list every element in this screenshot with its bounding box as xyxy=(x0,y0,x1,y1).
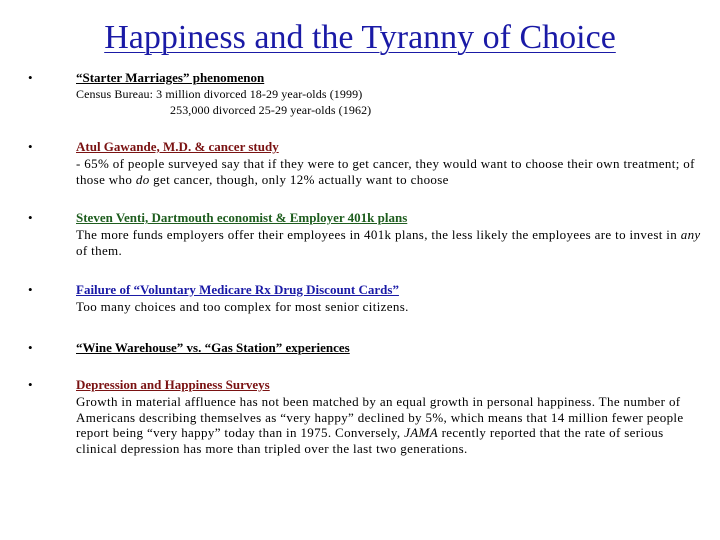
bullet-text: - 65% of people surveyed say that if they were to get cancer, they would want to choose their own treatment; of those who do get cancer, though, only 12% actually want to choose xyxy=(76,156,695,187)
bullet-heading: “Starter Marriages” phenomenon xyxy=(76,70,265,85)
bullet-text: The more funds employers offer their employees in 401k plans, the less likely the employees are to invest in any of them. xyxy=(76,227,701,258)
bullet-icon: • xyxy=(28,377,33,392)
bullet-heading: Failure of “Voluntary Medicare Rx Drug Discount Cards” xyxy=(76,282,399,297)
bullet-text: Growth in material affluence has not been matched by an equal growth in personal happiness. The number of Americans describing themselves as “very happy” declined by 5%, which means that 14 million fewer people report being “very happy” today than in 1975. Conversely, JAMA recently reported that the rate of serious clinical depression has more than tripled over the last two generations. xyxy=(76,394,684,456)
slide-title: Happiness and the Tyranny of Choice xyxy=(104,19,616,56)
bullet-heading: Steven Venti, Dartmouth economist & Employer 401k plans xyxy=(76,210,408,225)
bullet-icon: • xyxy=(28,70,33,85)
bullet-heading: Depression and Happiness Surveys xyxy=(76,377,270,392)
census-line-1999: Census Bureau: 3 million divorced 18-29 year-olds (1999) xyxy=(76,87,363,101)
census-line-1962: 253,000 divorced 25-29 year-olds (1962) xyxy=(170,103,372,117)
bullet-icon: • xyxy=(28,340,33,355)
bullet-icon: • xyxy=(28,282,33,297)
bullet-text: Too many choices and too complex for most senior citizens. xyxy=(76,299,409,314)
bullet-heading: “Wine Warehouse” vs. “Gas Station” experiences xyxy=(76,340,350,355)
bullet-icon: • xyxy=(28,139,33,154)
bullet-icon: • xyxy=(28,210,33,225)
bullet-heading: Atul Gawande, M.D. & cancer study xyxy=(76,139,279,154)
